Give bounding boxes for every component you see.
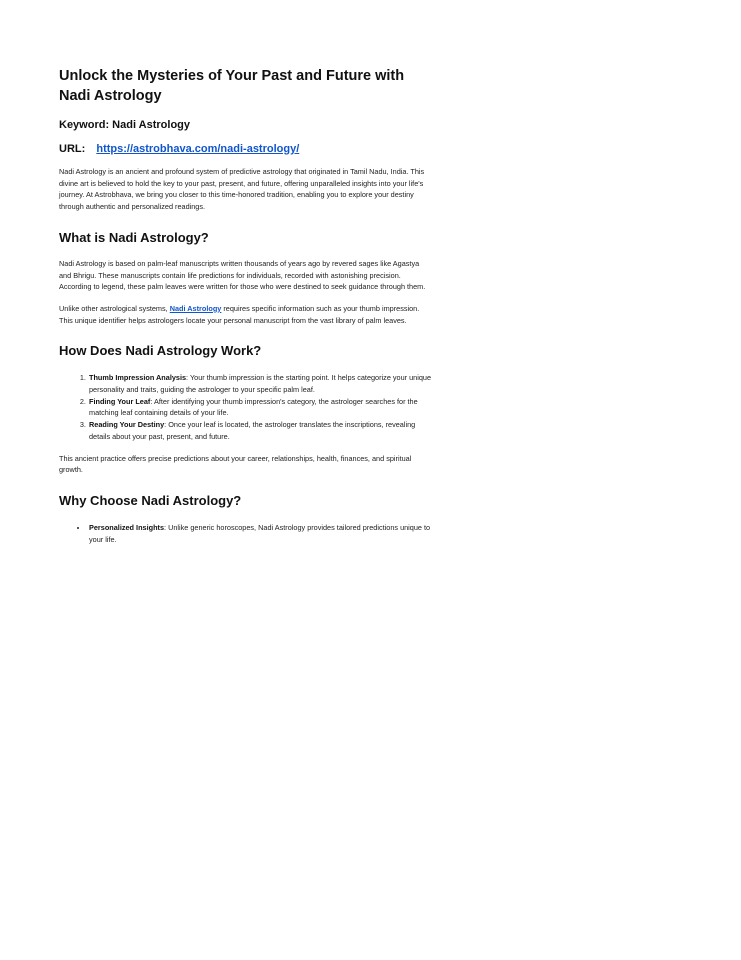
document-page: [59, 66, 433, 545]
url-row: [59, 142, 433, 157]
what-is-paragraph-2: [59, 303, 433, 326]
list-item: [88, 396, 433, 419]
page-title: Unlock the Mysteries of Your Past and Future with Nadi Astrology: [59, 68, 405, 104]
section-heading-how-works: How Does Nadi Astrology Work?: [59, 343, 262, 359]
p2-text-before: Unlike other astrological systems,: [59, 303, 170, 313]
step-title: Finding Your Leaf: [89, 396, 151, 406]
url-label: URL:: [59, 143, 86, 155]
benefit-text: : Unlike generic horoscopes, Nadi Astrology provides tailored predictions unique to your life.: [89, 522, 431, 544]
list-item: [88, 372, 433, 395]
section-heading-what-is: What is Nadi Astrology?: [59, 229, 209, 245]
step-title: Thumb Impression Analysis: [89, 373, 187, 383]
section-heading-why-choose: Why Choose Nadi Astrology?: [59, 492, 242, 508]
keyword-line: Keyword: Nadi Astrology: [59, 119, 190, 131]
list-item: [88, 419, 433, 442]
step-text: : Your thumb impression is the starting point. It helps categorize your unique personality and traits, guiding the astrologer to your specific palm leaf.: [89, 373, 432, 395]
what-is-paragraph-1: Nadi Astrology is based on palm-leaf manuscripts written thousands of years ago by revered sages like Agastya and Bhrigu. These manuscripts contain life predictions for individuals, recorded with astonishing precision. According to legend, these palm leaves were written for those who were destined to seek guidance through them.: [59, 258, 426, 292]
step-text: : After identifying your thumb impression's category, the astrologer searches for the matching leaf containing details of your life.: [89, 396, 418, 418]
step-text: : Once your leaf is located, the astrologer translates the inscriptions, revealing details about your past, present, and future.: [89, 420, 416, 441]
step-title: Reading Your Destiny: [89, 420, 165, 430]
benefit-title: Personalized Insights: [89, 522, 165, 532]
p2-text-after: requires specific information such as your thumb impression. This unique identifier helps astrologers locate your personal manuscript from the vast library of palm leaves.: [59, 303, 420, 325]
steps-list: [59, 372, 433, 442]
url-link[interactable]: https://astrobhava.com/nadi-astrology/: [96, 143, 300, 155]
nadi-astrology-link[interactable]: Nadi Astrology: [169, 303, 222, 313]
list-item: [88, 522, 433, 545]
intro-paragraph: Nadi Astrology is an ancient and profound system of predictive astrology that originated in Tamil Nadu, India. This divine art is believed to hold the key to your past, present, and future, offering unparalleled insights into your life's journey. At Astrobhava, we bring you closer to this time-honored tradition, enabling you to explore your destiny through authentic and personalized readings.: [59, 167, 425, 212]
how-works-closing: This ancient practice offers precise predictions about your career, relationships, health, finances, and spiritual growth.: [59, 453, 412, 475]
benefits-list: [59, 522, 433, 545]
